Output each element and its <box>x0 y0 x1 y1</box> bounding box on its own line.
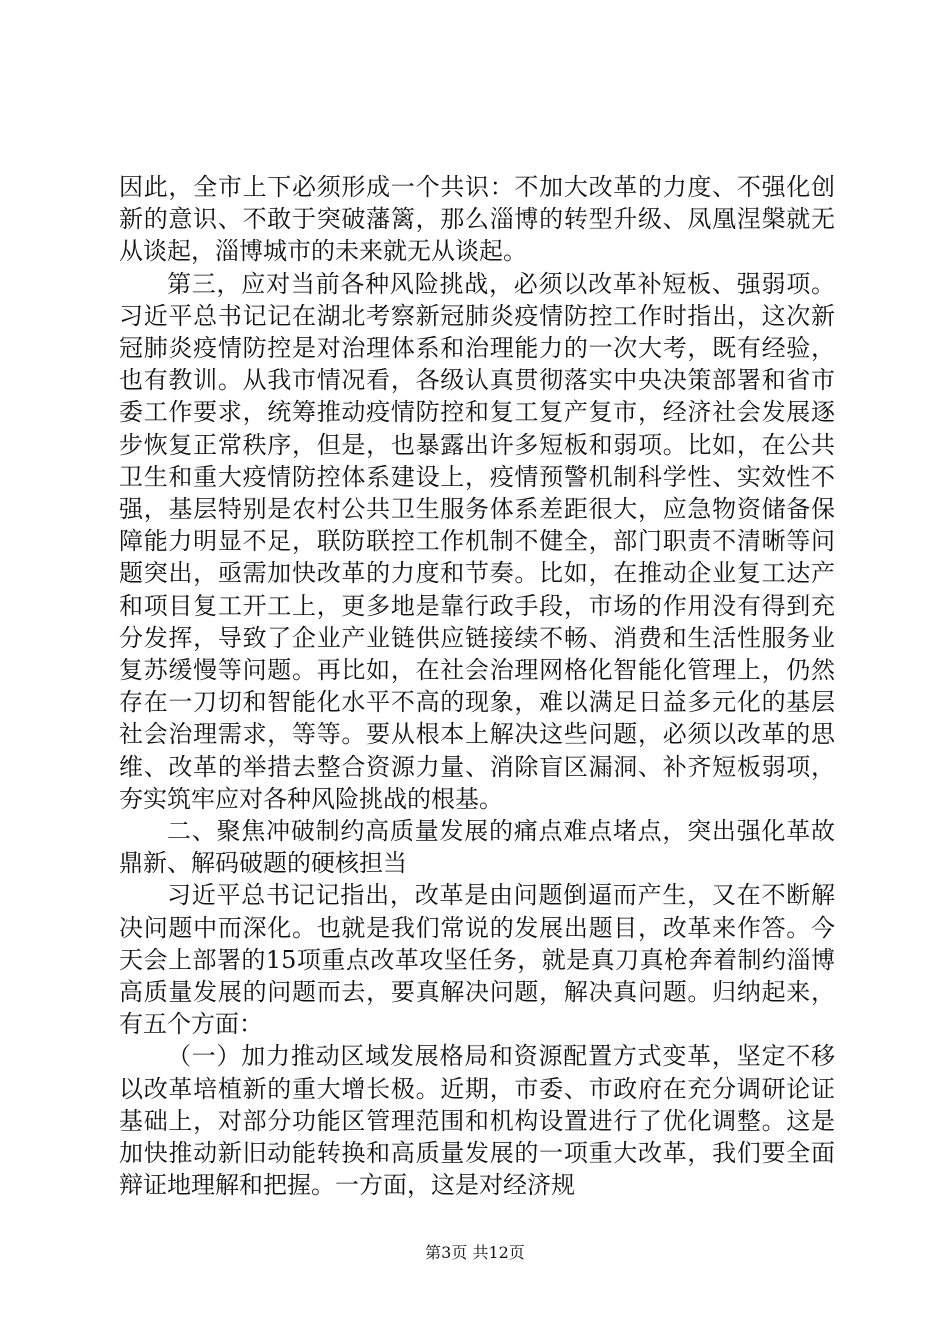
body-text <box>119 171 835 1202</box>
paragraph-reform-problems: 习近平总书记记指出，改革是由问题倒逼而产生，又在不断解决问题中而深化。也就是我们常说的发展出题目，改革来作答。今天会上部署的15项重点改革攻坚任务，就是真刀真枪奔着制约淄博高质量发展的问题而去，要真解决问题，解决真问题。归纳起来，有五个方面： <box>119 881 835 1039</box>
page-footer: 第3页 共12页 <box>425 1243 525 1262</box>
paragraph-consensus: 因此，全市上下必须形成一个共识：不加大改革的力度、不强化创新的意识、不敢于突破藩篱，那么淄博的转型升级、凤凰涅槃就无从谈起，淄博城市的未来就无从谈起。 <box>119 173 835 266</box>
section-heading-two: 二、聚焦冲破制约高质量发展的痛点难点堵点，突出强化革故鼎新、解码破题的硬核担当 <box>119 817 835 878</box>
paragraph-third-point: 第三，应对当前各种风险挑战，必须以改革补短板、强弱项。习近平总书记记在湖北考察新冠肺炎疫情防控工作时指出，这次新冠肺炎疫情防控是对治理体系和治理能力的一次大考，既有经验，也有教训。从我市情况看，各级认真贯彻落实中央决策部署和省市委工作要求，统筹推动疫情防控和复工复产复市，经济社会发展逐步恢复正常秩序，但是，也暴露出许多短板和弱项。比如，在公共卫生和重大疫情防控体系建设上，疫情预警机制科学性、实效性不强，基层特别是农村公共卫生服务体系差距很大，应急物资储备保障能力明显不足，联防联控工作机制不健全，部门职责不清晰等问题突出，亟需加快改革的力度和节奏。比如，在推动企业复工达产和项目复工开工上，更多地是靠行政手段，市场的作用没有得到充分发挥，导致了企业产业链供应链接续不畅、消费和生活性服务业复苏缓慢等问题。再比如，在社会治理网格化智能化管理上，仍然存在一刀切和智能化水平不高的现象，难以满足日益多元化的基层社会治理需求，等等。要从根本上解决这些问题，必须以改革的思维、改革的举措去整合资源力量、消除盲区漏洞、补齐短板弱项，夯实筑牢应对各种风险挑战的根基。 <box>119 269 835 813</box>
paragraph-subsection-one: （一）加力推动区域发展格局和资源配置方式变革，坚定不移以改革培植新的重大增长极。近期，市委、市政府在充分调研论证基础上，对部分功能区管理范围和机构设置进行了优化调整。这是加快推动新旧动能转换和高质量发展的一项重大改革，我们要全面辩证地理解和把握。一方面，这是对经济规 <box>119 1042 835 1200</box>
